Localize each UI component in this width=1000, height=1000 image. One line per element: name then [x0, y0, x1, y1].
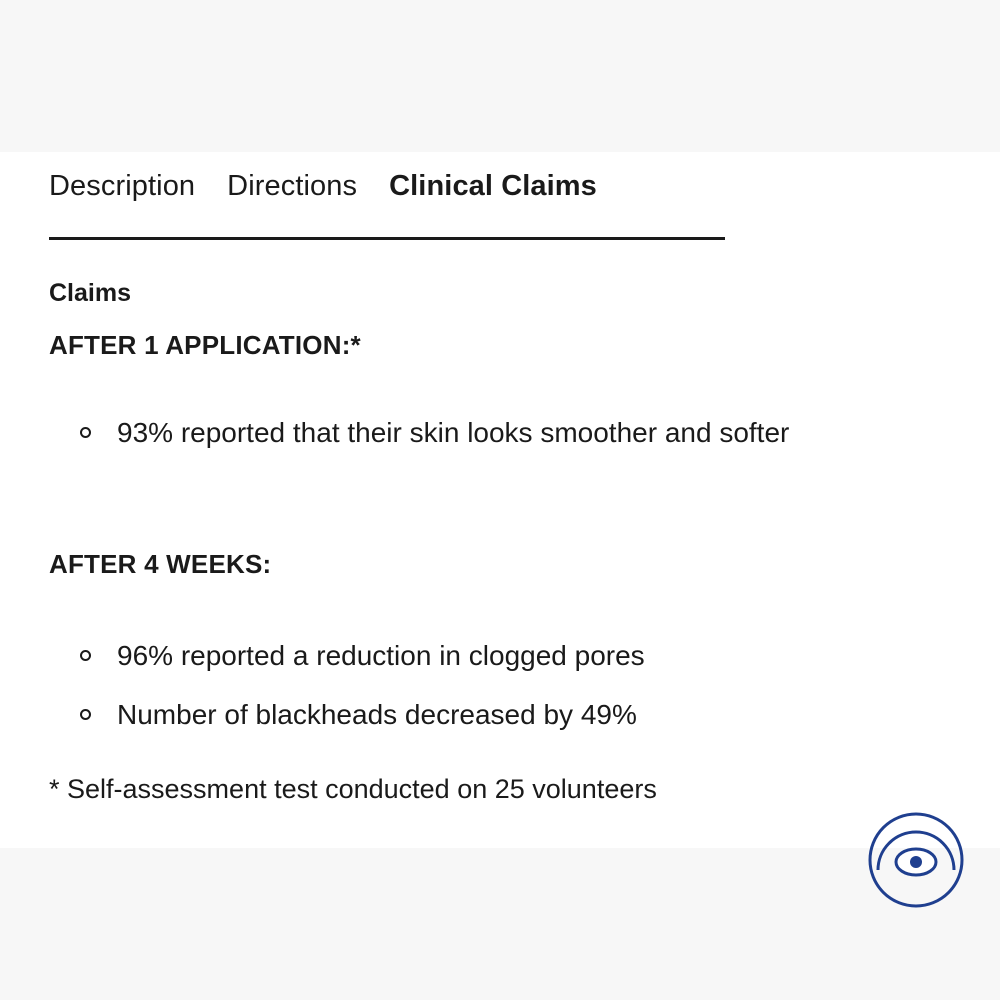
claims-heading: Claims — [49, 279, 131, 307]
tab-clinical-claims[interactable]: Clinical Claims — [389, 170, 597, 202]
eye-logo-watermark-icon — [868, 812, 964, 908]
list-item — [49, 626, 929, 685]
claims-list-after-1-application — [49, 407, 929, 458]
bullet-circle-icon — [80, 650, 91, 661]
claims-footnote: * Self-assessment test conducted on 25 volunteers — [49, 774, 657, 804]
bottom-background-band — [0, 848, 1000, 1000]
tab-description[interactable]: Description — [49, 170, 196, 202]
tab-bar — [49, 170, 597, 203]
top-background-band — [0, 0, 1000, 152]
list-item — [49, 685, 929, 744]
list-item-text: 96% reported a reduction in clogged pores — [117, 640, 645, 671]
list-item-text: Number of blackheads decreased by 49% — [117, 699, 637, 730]
list-item — [49, 407, 929, 458]
claims-list-after-4-weeks — [49, 626, 929, 744]
list-item-text: 93% reported that their skin looks smoother and softer — [117, 417, 790, 448]
clinical-claims-content — [0, 152, 1000, 848]
section-title-after-1-application: AFTER 1 APPLICATION:* — [49, 330, 361, 360]
section-title-after-4-weeks: AFTER 4 WEEKS: — [49, 549, 272, 579]
bullet-circle-icon — [80, 709, 91, 720]
tab-bar-underline — [49, 237, 725, 240]
tab-directions[interactable]: Directions — [227, 170, 358, 202]
bullet-circle-icon — [80, 427, 91, 438]
